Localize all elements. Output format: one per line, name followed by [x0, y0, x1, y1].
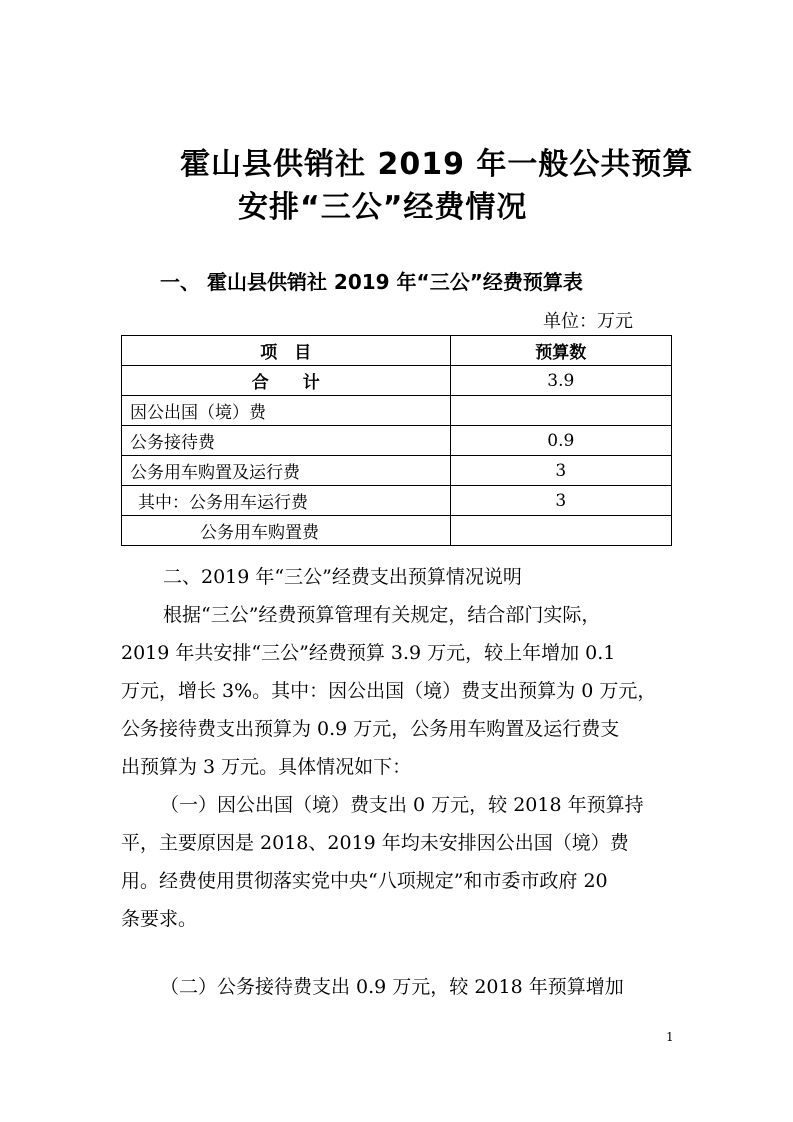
table-row [122, 456, 672, 486]
row-item: 公务用车购置及运行费 [122, 456, 451, 486]
paragraph2-line: 条要求。 [121, 908, 198, 930]
paragraph1-line: 2019 年共安排“三公”经费预算 3.9 万元，较上年增加 0.1 [121, 642, 616, 664]
paragraph1-line: 出预算为 3 万元。具体情况如下： [121, 756, 412, 778]
page-number: 1 [666, 1030, 674, 1044]
paragraph1-line: 公务接待费支出预算为 0.9 万元，公务用车购置及运行费支 [121, 718, 620, 740]
row-value: 3 [450, 456, 671, 486]
paragraph2-line: 平，主要原因是 2018、2019 年均未安排因公出国（境）费 [121, 832, 629, 854]
section1-heading: 一、 霍山县供销社 2019 年“三公”经费预算表 [160, 270, 583, 294]
section2-heading: 二、2019 年“三公”经费支出预算情况说明 [163, 566, 522, 588]
page-title-line1: 霍山县供销社 2019 年一般公共预算 [180, 147, 694, 182]
header-item: 项 目 [122, 336, 451, 366]
table-row [122, 366, 672, 396]
row-item: 其中：公务用车运行费 [122, 486, 451, 516]
table-row [122, 516, 672, 546]
paragraph3-line: （二）公务接待费支出 0.9 万元，较 2018 年预算增加 [160, 976, 624, 998]
row-value [450, 396, 671, 426]
row-value: 0.9 [450, 426, 671, 456]
table-row [122, 396, 672, 426]
row-value [450, 516, 671, 546]
budget-table [121, 335, 672, 546]
table-row [122, 486, 672, 516]
paragraph1-line: 万元，增长 3%。其中：因公出国（境）费支出预算为 0 万元， [121, 680, 657, 702]
page-title-line2: 安排“三公”经费情况 [238, 190, 528, 225]
row-item: 公务用车购置费 [122, 516, 451, 546]
row-item: 合 计 [122, 366, 451, 396]
row-item: 因公出国（境）费 [122, 396, 451, 426]
row-value: 3 [450, 486, 671, 516]
paragraph2-line: （一）因公出国（境）费支出 0 万元，较 2018 年预算持 [160, 794, 644, 816]
paragraph2-line: 用。经费使用贯彻落实党中央“八项规定”和市委市政府 20 [121, 870, 608, 892]
header-value: 预算数 [450, 336, 671, 366]
row-value: 3.9 [450, 366, 671, 396]
unit-label: 单位：万元 [543, 311, 633, 332]
table-row [122, 426, 672, 456]
row-item: 公务接待费 [122, 426, 451, 456]
table-header-row [122, 336, 672, 366]
paragraph1-line: 根据“三公”经费预算管理有关规定，结合部门实际， [163, 604, 601, 626]
